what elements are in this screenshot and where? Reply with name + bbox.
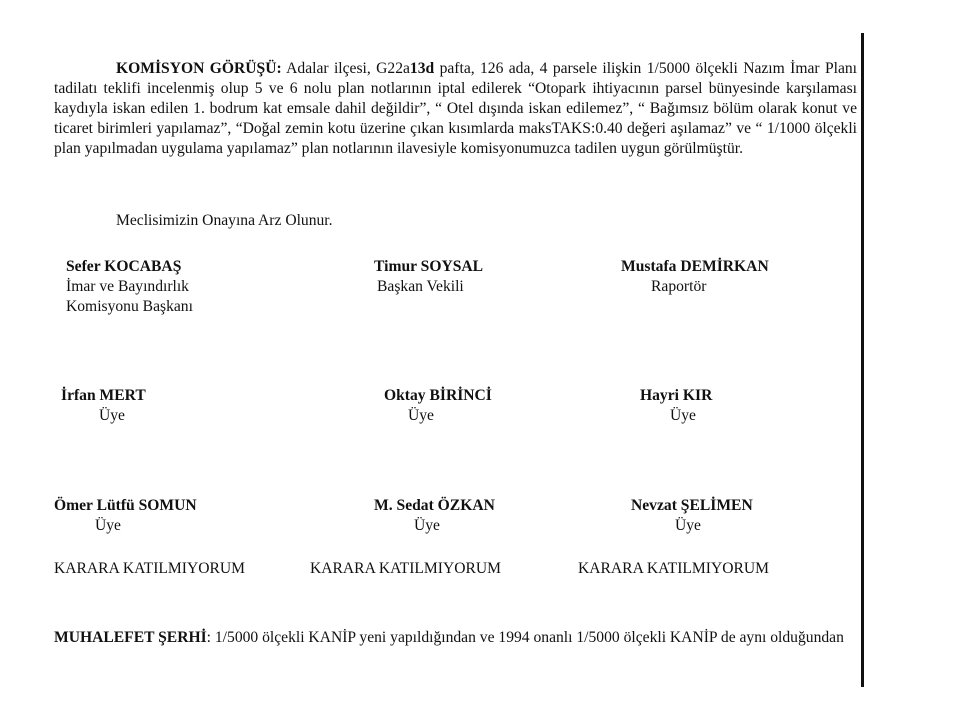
signatory-name: Hayri KIR	[640, 387, 713, 404]
signatory-name: Timur SOYSAL	[374, 258, 484, 275]
signature-block-member	[374, 496, 495, 536]
signatory-role: Üye	[99, 407, 125, 424]
signature-block-member	[640, 386, 712, 426]
opinion-text-b: 13d	[409, 60, 435, 77]
signature-block-member	[54, 496, 197, 536]
signatory-role: Üye	[414, 517, 440, 534]
signature-block-chairman	[66, 257, 193, 317]
signatory-role: İmar ve Bayındırlık	[66, 278, 189, 295]
signatory-name: Nevzat ŞELİMEN	[631, 497, 753, 514]
signatory-role: Başkan Vekili	[377, 278, 464, 295]
dissent-label: KARARA KATILMIYORUM	[54, 560, 246, 577]
signatory-name: Mustafa DEMİRKAN	[621, 258, 769, 275]
dissent-label: KARARA KATILMIYORUM	[310, 560, 502, 577]
dissent-note-text: : 1/5000 ölçekli KANİP yeni yapıldığından ve 1994 onanlı 1/5000 ölçekli KANİP de aynı olduğundan	[206, 629, 844, 646]
signatory-role: Üye	[675, 517, 701, 534]
signature-block-member	[631, 496, 753, 536]
signature-block-vice-chairman	[374, 257, 483, 297]
dissent-note-heading: MUHALEFET ŞERHİ	[54, 629, 207, 646]
signatory-name: Ömer Lütfü SOMUN	[54, 497, 197, 514]
dissent-note-paragraph	[54, 628, 857, 648]
signature-block-rapporteur	[621, 257, 769, 297]
signatory-name: Oktay BİRİNCİ	[384, 387, 492, 404]
signatory-name: M. Sedat ÖZKAN	[374, 497, 495, 514]
opinion-text-a: Adalar ilçesi, G22a	[281, 60, 410, 77]
signature-block-member	[61, 386, 146, 426]
signatory-role: Üye	[670, 407, 696, 424]
dissent-label: KARARA KATILMIYORUM	[578, 560, 770, 577]
submission-line: Meclisimizin Onayına Arz Olunur.	[116, 212, 333, 229]
signatory-role: Raportör	[651, 278, 707, 295]
opinion-text-c: pafta, 126 ada, 4 parsele ilişkin 1/5000 ölçekli Nazım İmar Planı tadilatı teklifi incelenmiş olup 5 ve 6 nolu plan notlarının iptal edilerek “Otopark ihtiyacının parsel bünyesinde karşılaması kaydıyla iskan edilen 1. bodrum kat emsale dahil değildir”, “ Otel dışında iskan edilemez”, “ Bağımsız bölüm olarak konut ve ticaret birimleri yapılamaz”, “Doğal zemin kotu üzerine çıkan kısımlarda maksTAKS:0.40 değeri aşılamaz” ve “ 1/1000 ölçekli plan yapılmadan uygulama yapılamaz” plan notlarının ilavesiyle komisyonumuzca tadilen uygun görülmüştür.	[54, 60, 857, 157]
commission-opinion-paragraph	[54, 59, 857, 159]
page-margin-rule	[861, 33, 864, 687]
signatory-name: Sefer KOCABAŞ	[66, 258, 182, 275]
signatory-role: Üye	[95, 517, 121, 534]
signatory-role-line2: Komisyonu Başkanı	[66, 298, 193, 315]
signatory-name: İrfan MERT	[61, 387, 146, 404]
signature-block-member	[384, 386, 492, 426]
signatory-role: Üye	[408, 407, 434, 424]
commission-opinion-heading: KOMİSYON GÖRÜŞÜ:	[116, 60, 282, 77]
